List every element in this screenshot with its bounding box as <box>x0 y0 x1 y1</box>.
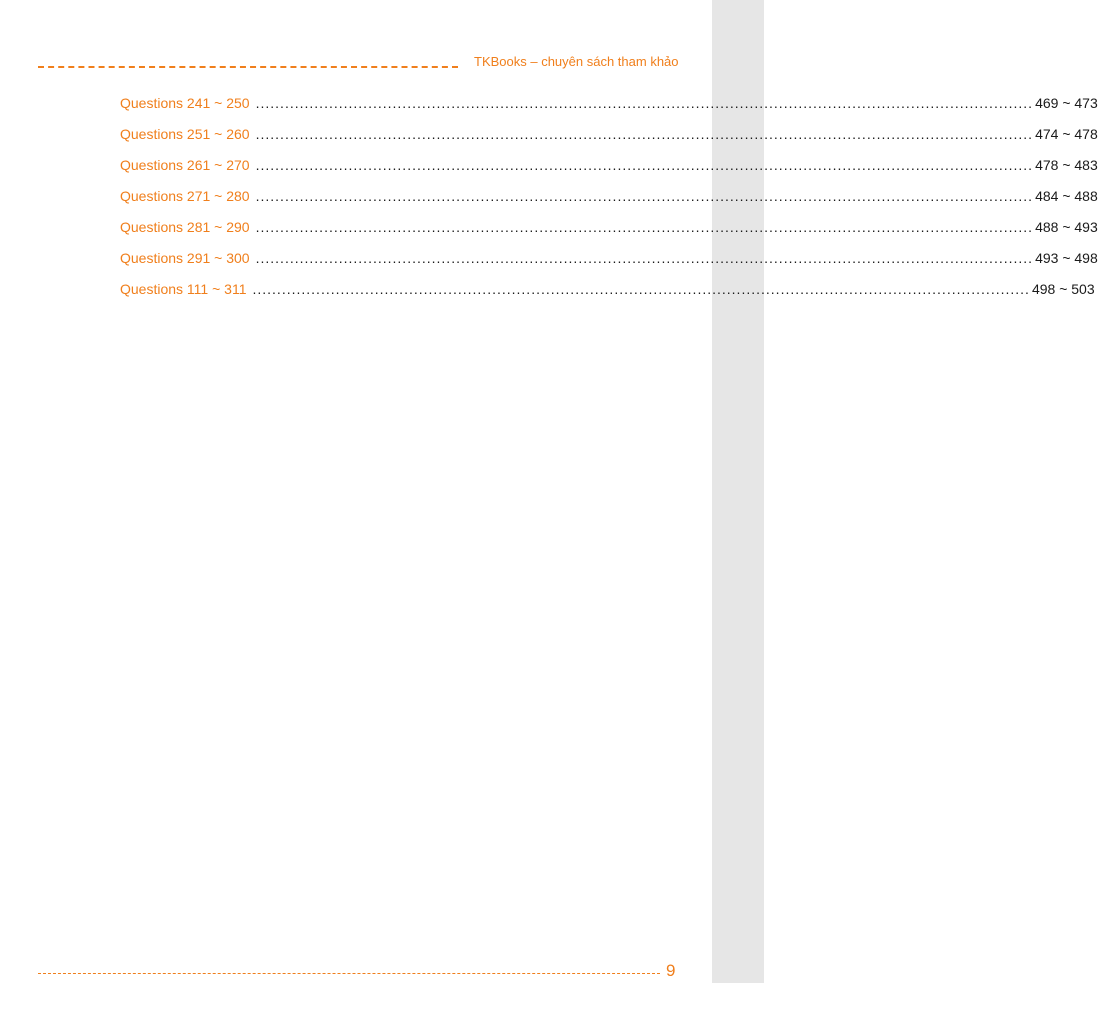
toc-entry-pages: 488 ~ 493 <box>1035 219 1098 235</box>
toc-entry-pages: 474 ~ 478 <box>1035 126 1098 142</box>
toc-dot-leader: ............................................................................................................................................................... <box>255 95 1034 111</box>
toc-entry[interactable] <box>120 278 1095 309</box>
toc-dot-leader: ............................................................................................................................................................... <box>252 281 1030 297</box>
toc-entry-pages: 484 ~ 488 <box>1035 188 1098 204</box>
header-title: TKBooks – chuyên sách tham khảo <box>474 54 679 69</box>
toc-entry[interactable] <box>120 216 1098 247</box>
toc-entry-label: Questions 261 ~ 270 <box>120 157 250 173</box>
toc-dot-leader: ............................................................................................................................................................... <box>255 219 1034 235</box>
toc-dot-leader: ............................................................................................................................................................... <box>255 126 1034 142</box>
toc-entry-pages: 498 ~ 503 <box>1031 281 1095 297</box>
footer-dashed-rule <box>38 973 660 974</box>
toc-entry[interactable] <box>120 154 1098 185</box>
page-number: 9 <box>666 961 676 980</box>
toc-entry-pages: 493 ~ 498 <box>1035 250 1098 266</box>
toc-entry-pages: 469 ~ 473 <box>1035 95 1098 111</box>
header-dashed-rule <box>38 66 458 68</box>
toc-entry[interactable] <box>120 247 1098 278</box>
toc-dot-leader: ............................................................................................................................................................... <box>255 188 1034 204</box>
toc-entry-label: Questions 291 ~ 300 <box>120 250 250 266</box>
toc-dot-leader: ............................................................................................................................................................... <box>255 250 1034 266</box>
toc-entry[interactable] <box>120 123 1098 154</box>
toc-entry-label: Questions 241 ~ 250 <box>120 95 250 111</box>
toc-entry[interactable] <box>120 185 1098 216</box>
toc-entry-label: Questions 111 ~ 311 <box>120 281 247 297</box>
toc-dot-leader: ............................................................................................................................................................... <box>255 157 1034 173</box>
side-tab-bar <box>712 0 764 983</box>
toc-entry[interactable] <box>120 92 1098 123</box>
toc-entry-label: Questions 271 ~ 280 <box>120 188 250 204</box>
toc-entry-pages: 478 ~ 483 <box>1035 157 1098 173</box>
table-of-contents <box>120 92 1098 309</box>
toc-entry-label: Questions 281 ~ 290 <box>120 219 250 235</box>
toc-entry-label: Questions 251 ~ 260 <box>120 126 250 142</box>
